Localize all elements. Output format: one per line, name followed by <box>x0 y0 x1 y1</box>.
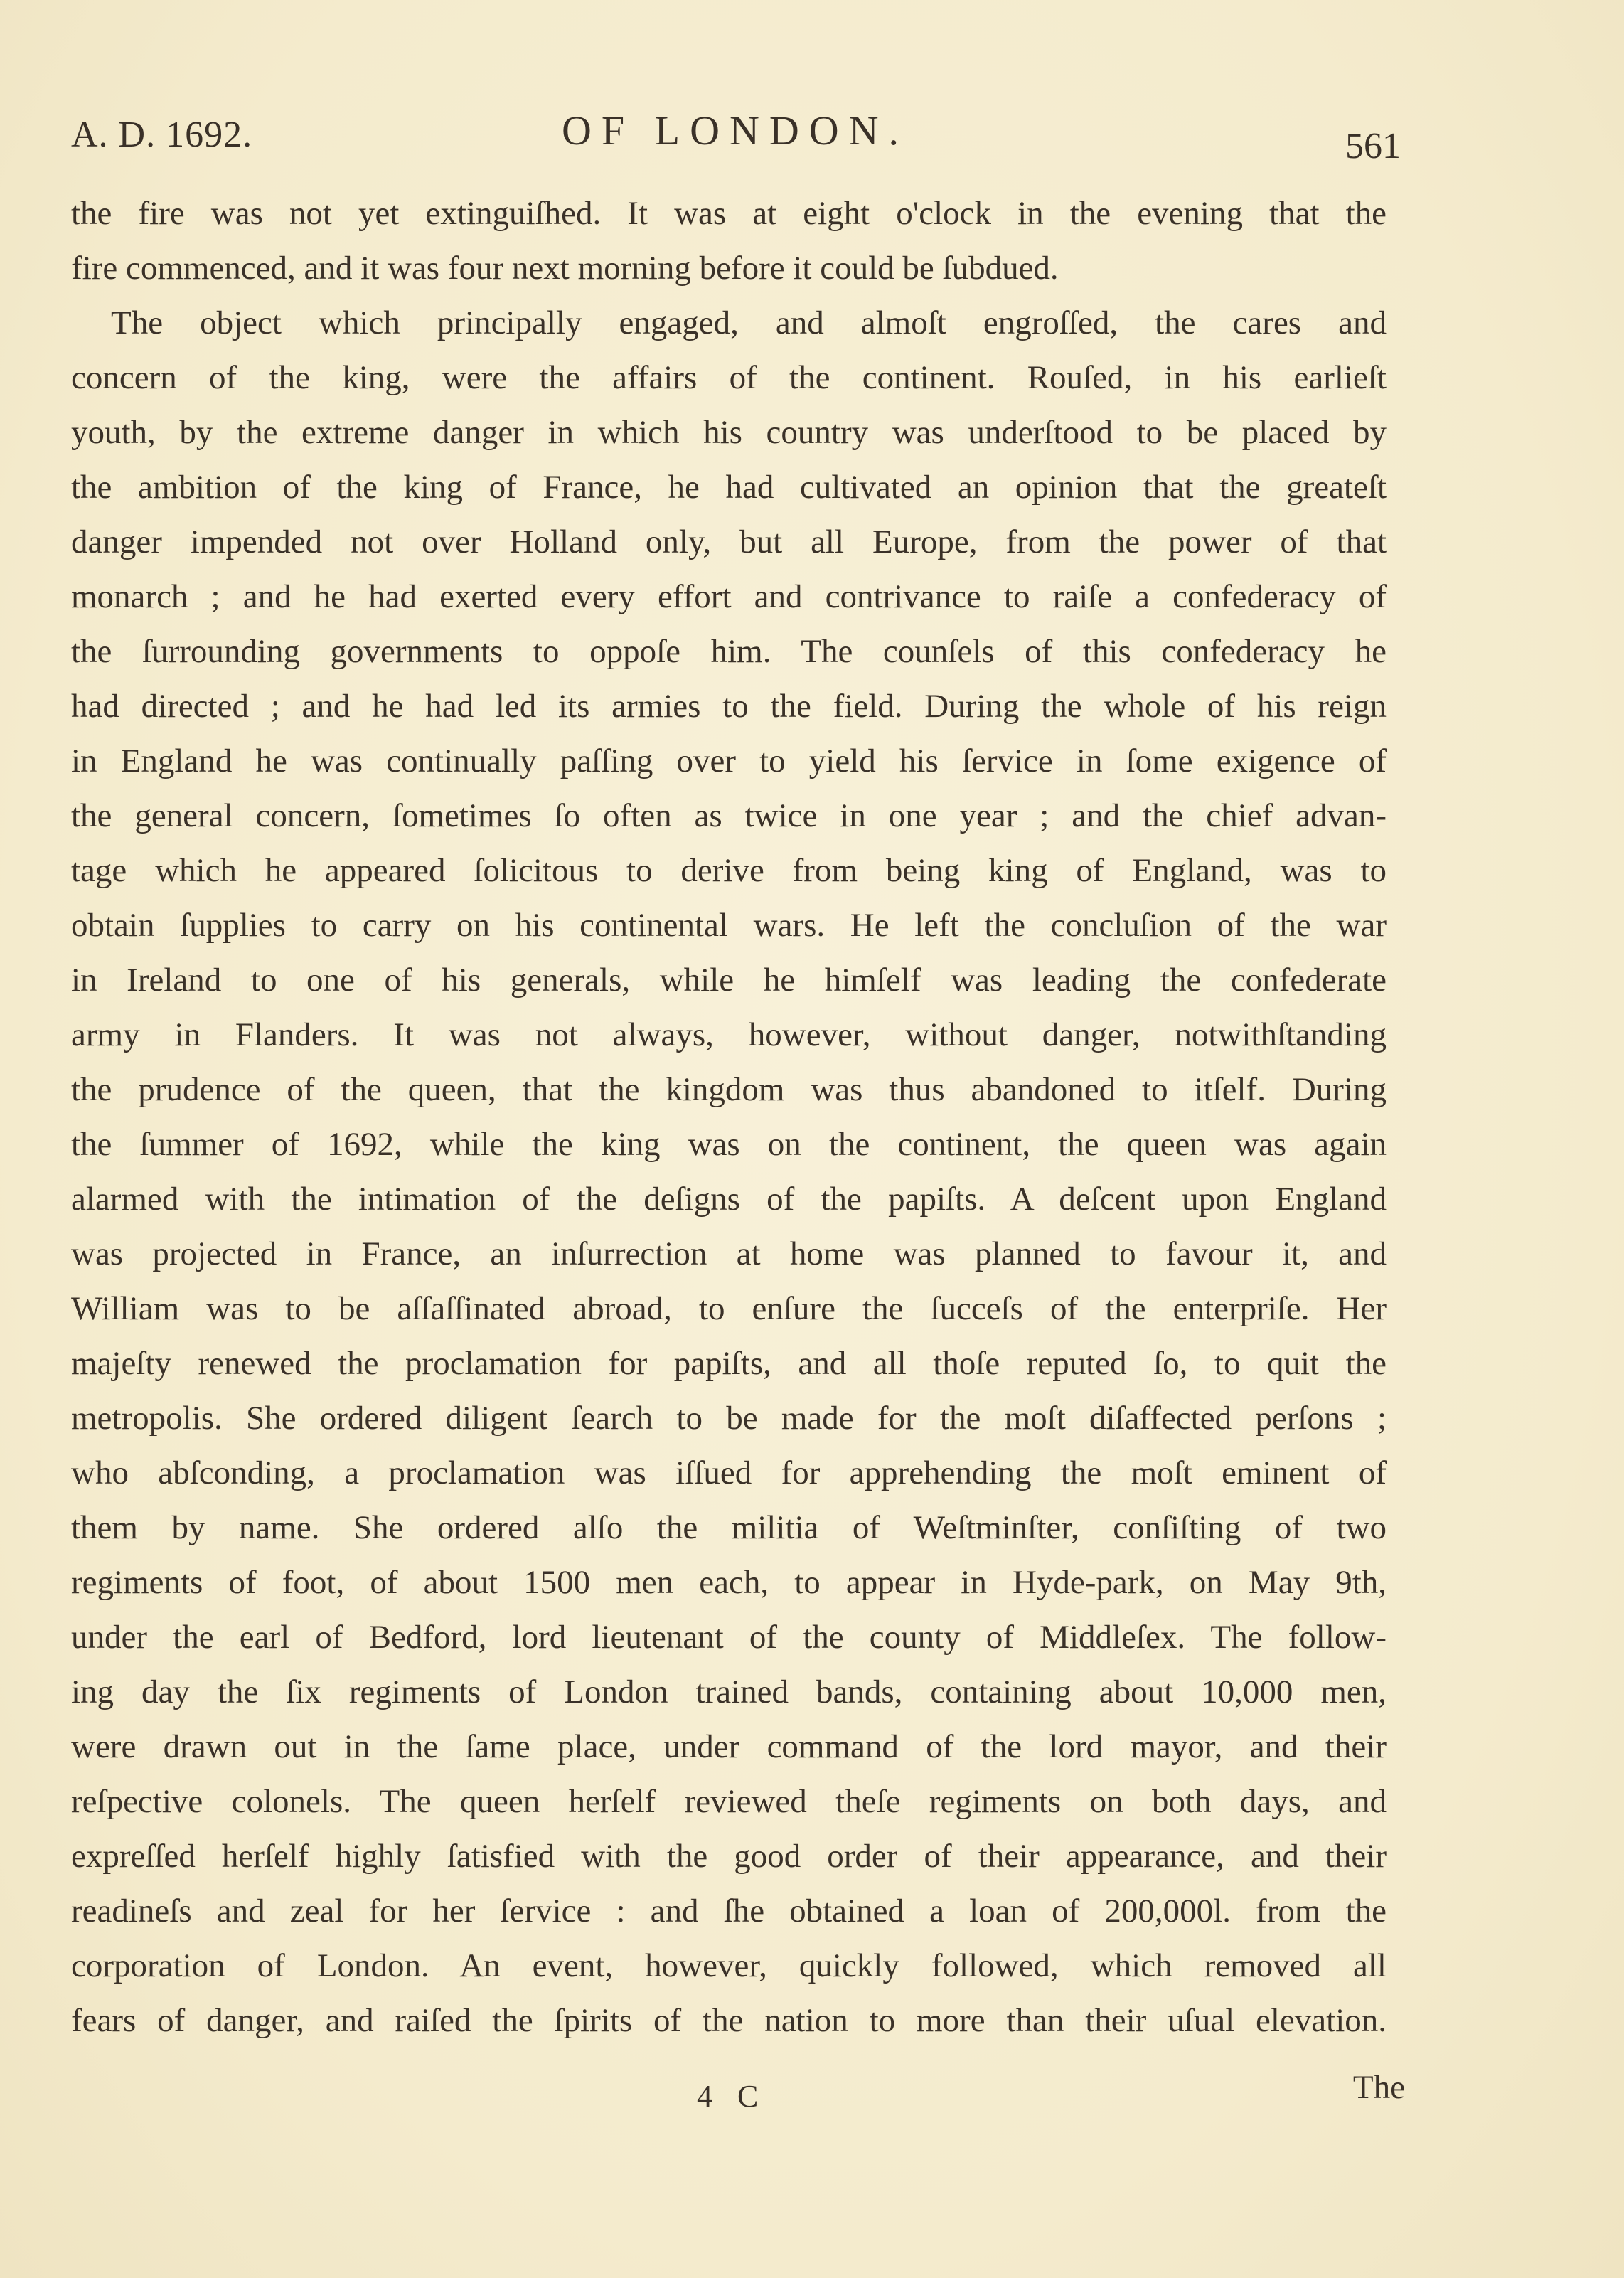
text-line: in England he was continually paſſing over to yield his ſervice in ſome exigence of <box>71 743 1387 779</box>
body-text <box>71 186 1387 2048</box>
text-line: in Ireland to one of his generals, while he himſelf was leading the confederate <box>71 962 1387 999</box>
text-line: concern of the king, were the affairs of the continent. Rouſed, in his earlieſt <box>71 359 1387 396</box>
text-line: reſpective colonels. The queen herſelf reviewed theſe regiments on both days, and <box>71 1783 1387 1820</box>
text-line: William was to be aſſaſſinated abroad, to enſure the ſucceſs of the enterpriſe. Her <box>71 1290 1387 1327</box>
text-line: readineſs and zeal for her ſervice : and ſhe obtained a loan of 200,000l. from the <box>71 1893 1387 1930</box>
text-line: The object which principally engaged, and almoſt engroſſed, the cares and <box>111 304 1387 341</box>
catchword: The <box>1352 2069 1405 2106</box>
signature-mark: 4 C <box>697 2079 767 2114</box>
text-line: the general concern, ſometimes ſo often as twice in one year ; and the chief advan- <box>71 797 1387 834</box>
running-head <box>71 107 1422 164</box>
page-number: 561 <box>1345 126 1401 166</box>
running-head-date: A. D. 1692. <box>71 115 253 155</box>
text-line: monarch ; and he had exerted every effort and contrivance to raiſe a confederacy of <box>71 578 1387 615</box>
text-line: metropolis. She ordered diligent ſearch to be made for the moſt diſaffected perſons ; <box>71 1400 1387 1437</box>
text-line: the ambition of the king of France, he had cultivated an opinion that the greateſt <box>71 469 1387 506</box>
text-line: majeſty renewed the proclamation for papiſts, and all thoſe reputed ſo, to quit the <box>71 1345 1387 1382</box>
text-line: regiments of foot, of about 1500 men each, to appear in Hyde-park, on May 9th, <box>71 1564 1387 1601</box>
text-line: were drawn out in the ſame place, under command of the lord mayor, and their <box>71 1728 1387 1765</box>
text-line: the prudence of the queen, that the kingdom was thus abandoned to itſelf. During <box>71 1071 1387 1108</box>
text-line: under the earl of Bedford, lord lieutenant of the county of Middleſex. The follow- <box>71 1619 1387 1656</box>
text-line: them by name. She ordered alſo the militia of Weſtminſter, conſiſting of two <box>71 1509 1387 1546</box>
text-line: fire commenced, and it was four next morning before it could be ſubdued. <box>71 250 1059 287</box>
text-line: corporation of London. An event, however, quickly followed, which removed all <box>71 1947 1387 1984</box>
text-line: the ſummer of 1692, while the king was on the continent, the queen was again <box>71 1126 1387 1163</box>
text-line: was projected in France, an inſurrection at home was planned to favour it, and <box>71 1235 1387 1272</box>
text-line: danger impended not over Holland only, but all Europe, from the power of that <box>71 523 1387 560</box>
text-line: had directed ; and he had led its armies to the field. During the whole of his reign <box>71 688 1387 725</box>
text-line: army in Flanders. It was not always, however, without danger, notwithſtanding <box>71 1016 1387 1053</box>
text-line: who abſconding, a proclamation was iſſued for apprehending the moſt eminent of <box>71 1454 1387 1491</box>
text-line: fears of danger, and raiſed the ſpirits of the nation to more than their uſual elevation. <box>71 2002 1387 2039</box>
text-line: expreſſed herſelf highly ſatisfied with the good order of their appearance, and their <box>71 1838 1387 1875</box>
text-line: the fire was not yet extinguiſhed. It was at eight o'clock in the evening that the <box>71 195 1387 232</box>
running-head-title: OF LONDON. <box>562 107 909 154</box>
text-line: obtain ſupplies to carry on his continental wars. He left the concluſion of the war <box>71 907 1387 944</box>
page-footer <box>71 2068 1405 2118</box>
text-line: tage which he appeared ſolicitous to derive from being king of England, was to <box>71 852 1387 889</box>
text-line: ing day the ſix regiments of London trained bands, containing about 10,000 men, <box>71 1673 1387 1710</box>
text-line: alarmed with the intimation of the deſigns of the papiſts. A deſcent upon England <box>71 1181 1387 1218</box>
text-line: youth, by the extreme danger in which his country was underſtood to be placed by <box>71 414 1387 451</box>
text-line: the ſurrounding governments to oppoſe him. The counſels of this confederacy he <box>71 633 1387 670</box>
